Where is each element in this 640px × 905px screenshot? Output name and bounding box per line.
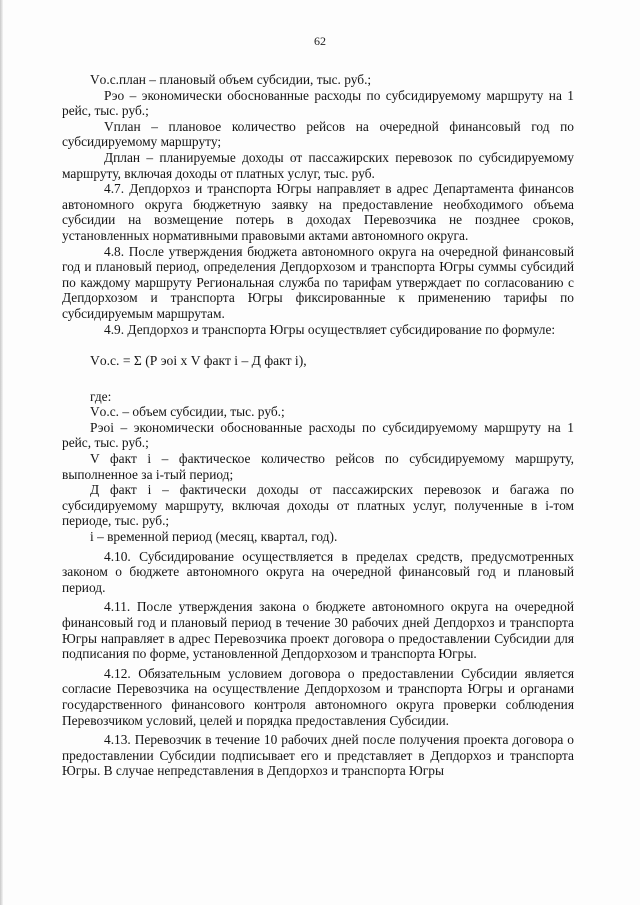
- definition-vfakt: V факт i – фактическое количество рейсов по субсидируемому маршруту, выполненное за i-тый период;: [62, 451, 574, 482]
- definition-i: i – временной период (месяц, квартал, год).: [90, 529, 338, 545]
- scan-edge: [0, 0, 3, 905]
- definition-reo: Рэо – экономически обоснованные расходы по субсидируемому маршруту на 1 рейс, тыс. руб.;: [62, 87, 574, 119]
- clause-4-8: 4.8. После утверждения бюджета автономного округа на очередной финансовый год и плановый период, определения Депдорхозом и транспорта Югры суммы субсидий по каждому маршруту Региональная служба по тарифам утверждает по согласованию с Депдорхозом и транспорта Югры фиксированные к применению тарифы по субсидируемым маршрутам.: [62, 243, 574, 321]
- definition-dfakt: Д факт i – фактически доходы от пассажирских перевозок и багажа по субсидируемому маршруту, включая доходы от платных услуг, полученные в i-том периоде, тыс. руб.;: [62, 482, 574, 529]
- subsidy-formula: Vо.с. = Σ (Р эоi х V факт i – Д факт i),: [90, 353, 307, 369]
- clause-4-10: 4.10. Субсидирование осуществляется в пределах средств, предусмотренных законом о бюджете автономного округа на очередной финансовый год и плановый период.: [62, 548, 574, 595]
- page-number: 62: [314, 34, 326, 48]
- definition-reoi: Рэоi – экономически обоснованные расходы по субсидируемому маршруту на 1 рейс, тыс. руб.;: [62, 419, 574, 451]
- clause-4-7: 4.7. Депдорхоз и транспорта Югры направляет в адрес Департамента финансов автономного округа бюджетную заявку на предоставление необходимого объема субсидии на возмещение потерь в доходах Перевозчика не позднее сроков, установленных нормативными правовыми актами автономного округа.: [62, 181, 574, 243]
- definition-vos: Vо.с. – объем субсидии, тыс. руб.;: [90, 404, 285, 420]
- clause-4-13: 4.13. Перевозчик в течение 10 рабочих дней после получения проекта договора о предоставлении Субсидии подписывает его и представляет в Депдорхоз и транспорта Югры. В случае непредставления в Депдорхоз и транспорта Югры: [62, 732, 574, 779]
- page-body: [62, 72, 574, 779]
- definition-vosplan: Vо.с.план – плановый объем субсидии, тыс. руб.;: [90, 72, 372, 87]
- clause-4-11: 4.11. После утверждения закона о бюджете автономного округа на очередной финансовый год и плановый период в течение 30 рабочих дней Депдорхоз и транспорта Югры направляет в адрес Перевозчика проект договора о предоставлении Субсидии для подписания по форме, установленной Депдорхозом и транспорта Югры.: [62, 599, 574, 662]
- clause-4-9: 4.9. Депдорхоз и транспорта Югры осуществляет субсидирование по формуле:: [104, 321, 556, 337]
- clause-4-12: 4.12. Обязательным условием договора о предоставлении Субсидии является согласие Перевозчика на осуществление Депдорхозом и транспорта Югры и органами государственного финансового контроля автономного округа проверки соблюдения Перевозчиком условий, целей и порядка предоставления Субсидии.: [62, 665, 574, 728]
- definition-vplan: Vплан – плановое количество рейсов на очередной финансовый год по субсидируемому маршруту;: [62, 118, 574, 150]
- where-label: где:: [90, 388, 112, 404]
- definition-dplan: Дплан – планируемые доходы от пассажирских перевозок по субсидируемому маршруту, включая доходы от платных услуг, тыс. руб.: [62, 149, 574, 181]
